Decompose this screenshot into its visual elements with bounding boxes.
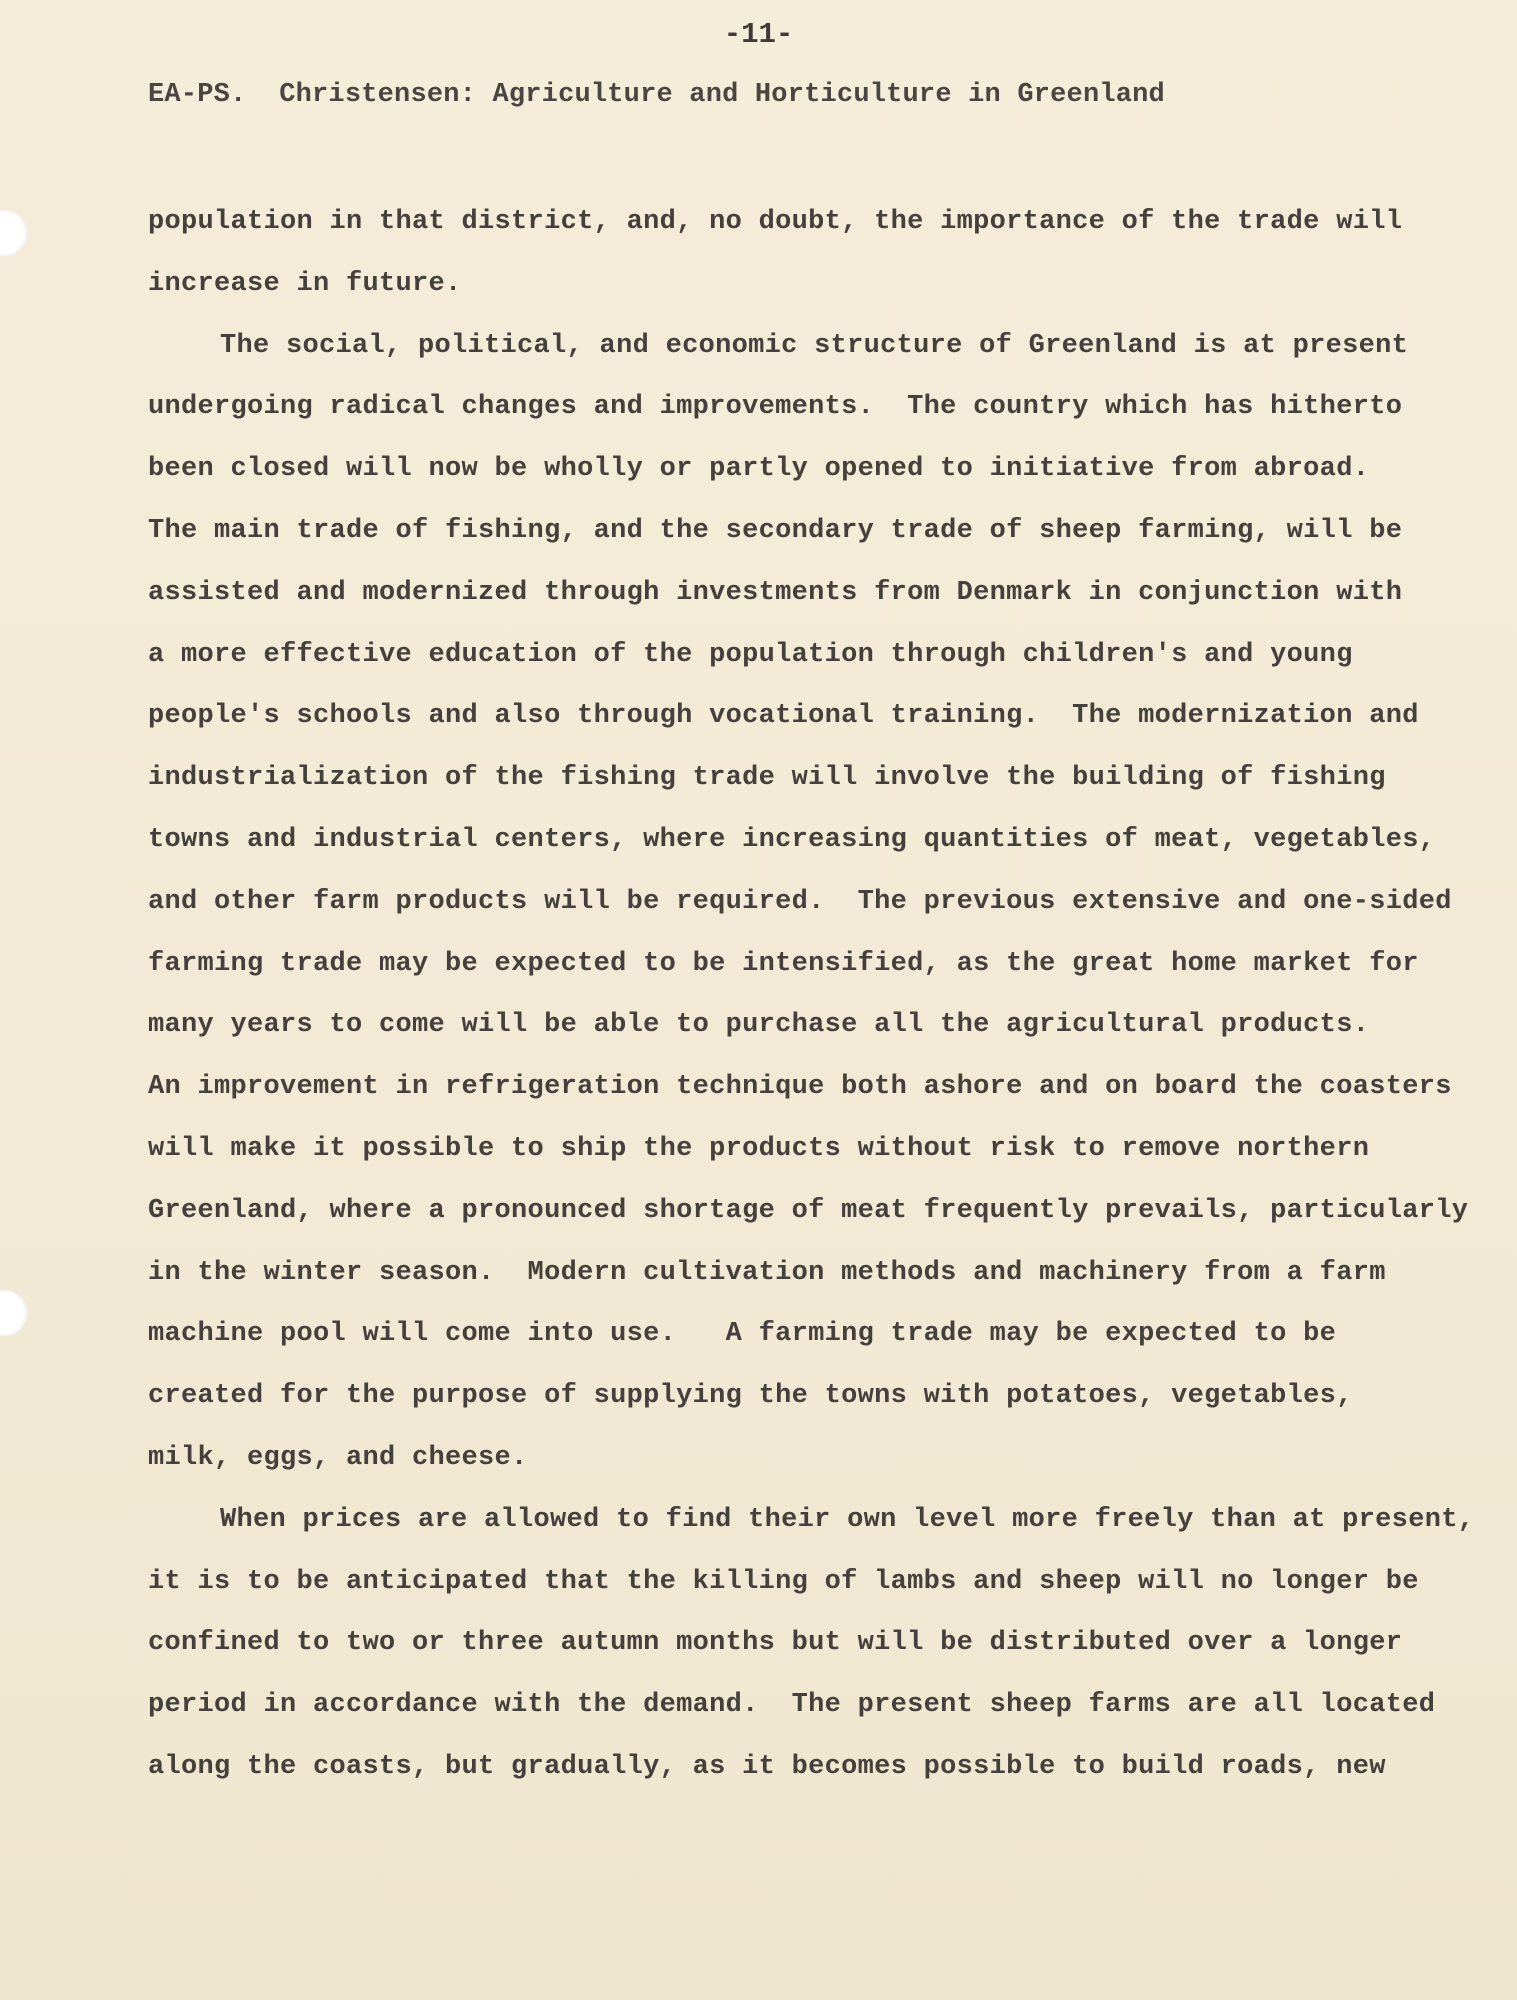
punch-hole (0, 1290, 28, 1336)
text-line: created for the purpose of supplying the towns with potatoes, vegetables, (148, 1381, 1353, 1412)
text-line: will make it possible to ship the products without risk to remove northern (148, 1133, 1370, 1164)
text-line: many years to come will be able to purchase all the agricultural products. (148, 1010, 1370, 1041)
text-line: been closed will now be wholly or partly opened to initiative from abroad. (148, 454, 1370, 485)
text-line: towns and industrial centers, where increasing quantities of meat, vegetables, (148, 824, 1436, 855)
text-line: in the winter season. Modern cultivation methods and machinery from a farm (148, 1257, 1386, 1288)
text-line: people's schools and also through vocational training. The modernization and (148, 701, 1419, 732)
text-line: undergoing radical changes and improvements. The country which has hitherto (148, 392, 1403, 423)
text-line: machine pool will come into use. A farming trade may be expected to be (148, 1319, 1337, 1350)
body-text (148, 192, 1475, 1799)
text-line: Greenland, where a pronounced shortage of meat frequently prevails, particularly (148, 1195, 1469, 1226)
text-line: period in accordance with the demand. The present sheep farms are all located (148, 1690, 1436, 1721)
text-line: a more effective education of the population through children's and young (148, 639, 1353, 670)
text-line: An improvement in refrigeration technique both ashore and on board the coasters (148, 1072, 1452, 1103)
text-line: and other farm products will be required. The previous extensive and one-sided (148, 886, 1452, 917)
text-line: along the coasts, but gradually, as it becomes possible to build roads, new (148, 1751, 1386, 1782)
text-line: The main trade of fishing, and the secondary trade of sheep farming, will be (148, 515, 1403, 546)
text-line: increase in future. (148, 268, 462, 299)
page-number: -11- (723, 18, 794, 51)
text-line: industrialization of the fishing trade will involve the building of fishing (148, 763, 1386, 794)
punch-hole (0, 210, 28, 256)
text-line: confined to two or three autumn months but will be distributed over a longer (148, 1628, 1403, 1659)
text-line: population in that district, and, no doubt, the importance of the trade will (148, 207, 1403, 237)
text-line: The social, political, and economic structure of Greenland is at present (220, 330, 1409, 361)
text-line: farming trade may be expected to be intensified, as the great home market for (148, 948, 1419, 979)
document-header: EA-PS. Christensen: Agriculture and Horticulture in Greenland (148, 80, 1165, 110)
text-line: When prices are allowed to find their own level more freely than at present, (220, 1504, 1475, 1535)
text-line: milk, eggs, and cheese. (148, 1442, 528, 1473)
text-line: it is to be anticipated that the killing of lambs and sheep will no longer be (148, 1566, 1419, 1597)
text-line: assisted and modernized through investments from Denmark in conjunction with (148, 577, 1403, 608)
